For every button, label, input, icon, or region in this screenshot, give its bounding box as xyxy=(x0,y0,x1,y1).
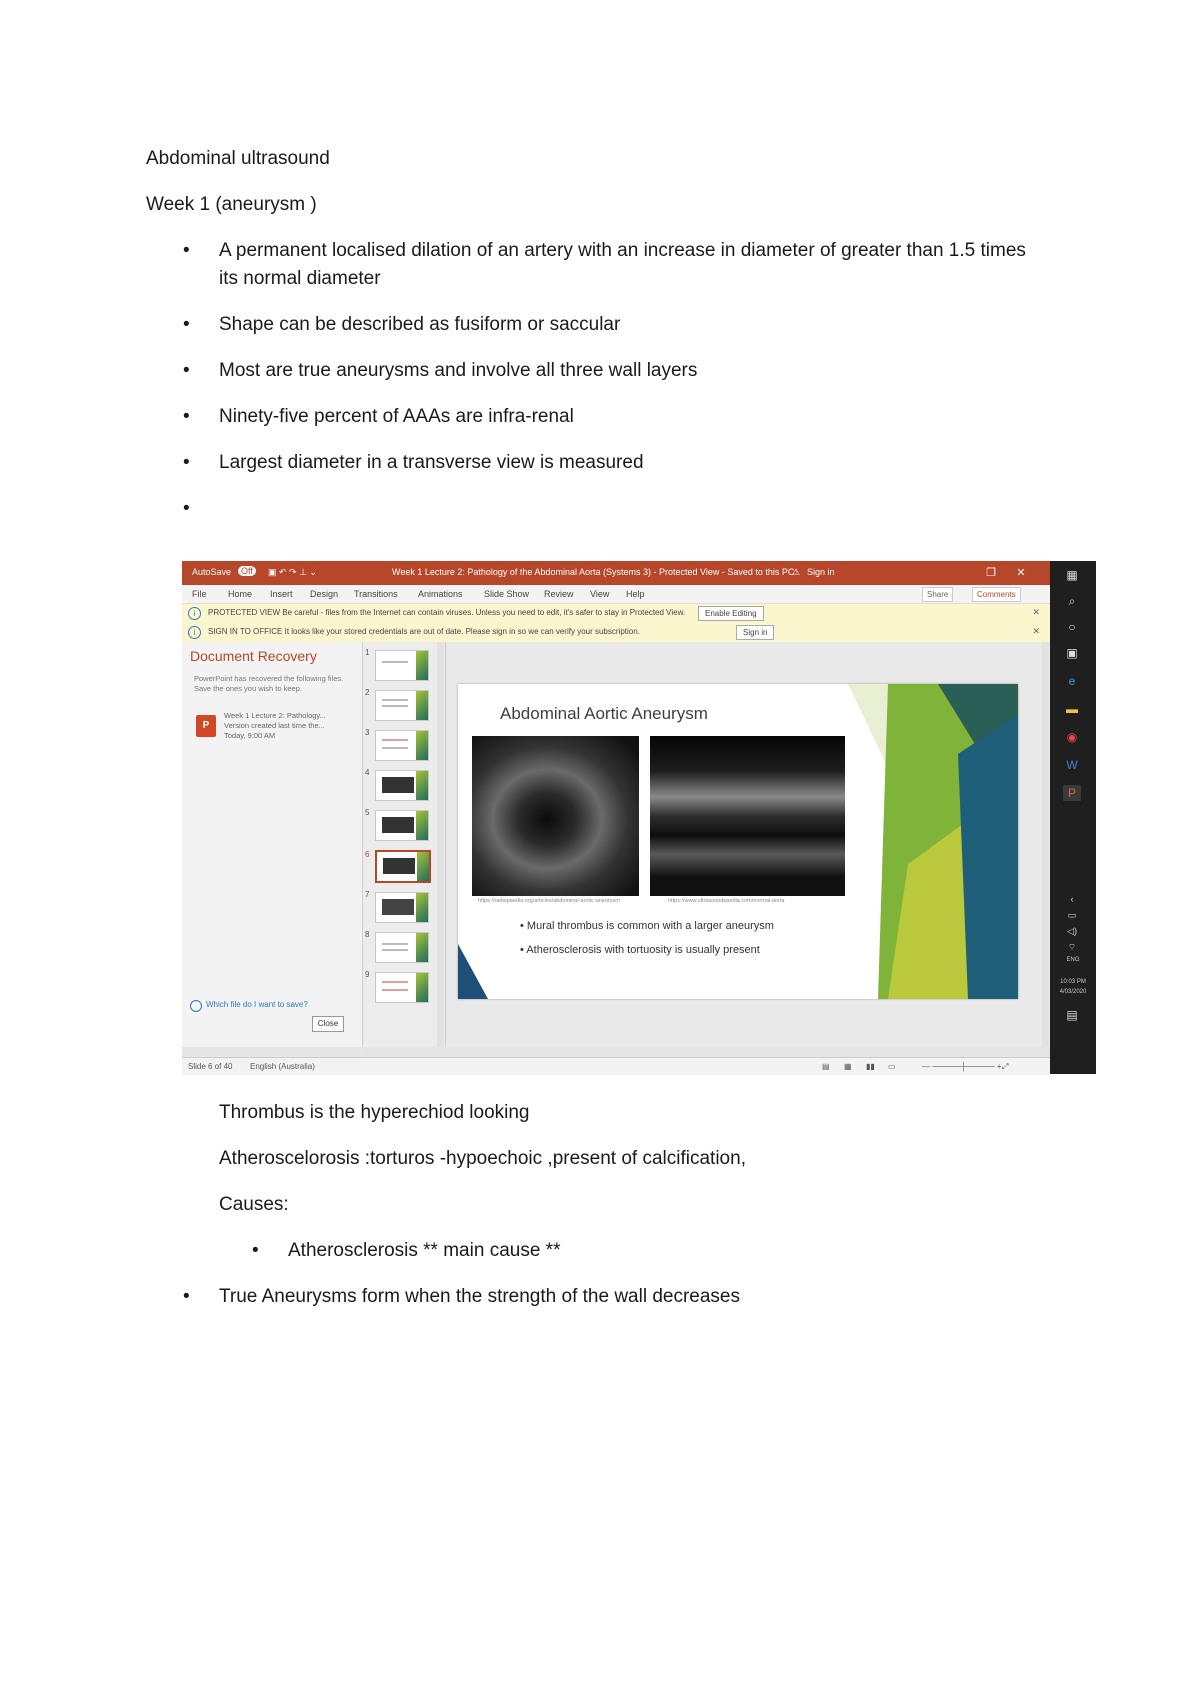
slide-thumbnail[interactable] xyxy=(375,810,429,841)
document-recovery-pane xyxy=(182,642,363,1047)
tab-help[interactable]: Help xyxy=(626,589,645,599)
sign-in-message: SIGN IN TO OFFICE It looks like your stored credentials are out of date. Please sign in so we can verify your subscription. xyxy=(208,627,640,636)
slide-thumbnail[interactable] xyxy=(375,932,429,963)
slide-decoration xyxy=(848,684,1018,999)
slide-thumbnail[interactable] xyxy=(375,770,429,801)
start-icon[interactable]: ▦ xyxy=(1066,568,1078,582)
thumbnail-number: 7 xyxy=(365,890,370,899)
status-bar xyxy=(182,1057,1050,1075)
bullet-icon: • xyxy=(183,314,190,335)
slide-bullet-text: Mural thrombus is common with a larger aneurysm xyxy=(526,920,774,932)
slide-thumbnail[interactable] xyxy=(375,690,429,721)
enable-editing-button[interactable]: Enable Editing xyxy=(698,606,764,621)
thumbnail-number: 9 xyxy=(365,970,370,979)
network-icon[interactable]: ⌔ xyxy=(1067,942,1077,952)
sign-in-link[interactable]: Sign in xyxy=(807,567,835,577)
recovery-title: Document Recovery xyxy=(190,648,317,664)
bullet-icon: • xyxy=(183,498,190,519)
slide-thumbnail[interactable] xyxy=(375,972,429,1003)
save-icon[interactable]: ▣ ↶ ↷ ⊥ ⌄ xyxy=(268,567,317,577)
image-caption: https://www.ultrasoundpaedia.com/normal-aorta xyxy=(668,898,785,904)
fit-slide-icon[interactable]: ⤢ xyxy=(1002,1062,1009,1071)
title-bar xyxy=(182,561,1050,585)
bullet-icon: • xyxy=(252,1240,259,1261)
input-language[interactable]: ENG xyxy=(1066,957,1080,963)
close-icon[interactable]: ✕ xyxy=(1032,607,1040,617)
week-heading: Week 1 (aneurysm ) xyxy=(146,194,317,215)
notifications-icon[interactable]: ▤ xyxy=(1066,1008,1078,1022)
thumbnail-number: 5 xyxy=(365,808,370,817)
bullet-text: A permanent localised dilation of an artery with an increase in diameter of greater than 1.5 times its normal diameter xyxy=(219,240,1026,289)
thumbnail-number: 1 xyxy=(365,648,370,657)
causes-heading: Causes: xyxy=(219,1194,289,1215)
thumbnail-number: 4 xyxy=(365,768,370,777)
thumbnail-number: 8 xyxy=(365,930,370,939)
windows-taskbar xyxy=(1050,561,1096,1074)
powerpoint-file-icon: P xyxy=(196,715,216,737)
protected-view-bar xyxy=(182,604,1050,624)
cortana-icon[interactable]: ○ xyxy=(1068,620,1076,634)
slide-thumbnail[interactable] xyxy=(375,650,429,681)
slide-bullet: • Atherosclerosis with tortuosity is usually present xyxy=(520,944,760,956)
file-explorer-icon[interactable]: ▬ xyxy=(1066,702,1078,716)
close-icon[interactable]: ✕ xyxy=(1032,626,1040,636)
bullet-text: Largest diameter in a transverse view is measured xyxy=(219,452,644,473)
comments-button[interactable]: Comments xyxy=(972,587,1021,602)
info-icon: i xyxy=(188,626,201,639)
slide-bullet-text: Atherosclerosis with tortuosity is usually present xyxy=(526,944,760,956)
battery-icon[interactable]: ▭ xyxy=(1067,910,1077,920)
powerpoint-icon[interactable]: P xyxy=(1063,785,1081,801)
chrome-icon[interactable]: ◉ xyxy=(1066,730,1078,744)
autosave-label: AutoSave xyxy=(192,567,232,577)
ultrasound-image xyxy=(650,736,845,896)
recovered-file[interactable]: Week 1 Lecture 2: Pathology... Version created last time the... Today, 9:00 AM xyxy=(224,711,326,740)
help-icon xyxy=(190,1000,202,1012)
bullet-text: Atherosclerosis ** main cause ** xyxy=(288,1240,561,1261)
reading-view-icon[interactable]: ▮▮ xyxy=(866,1062,875,1071)
slide-counter: Slide 6 of 40 xyxy=(188,1062,233,1071)
slide-sorter-icon[interactable]: ▦ xyxy=(844,1062,852,1071)
bullet-text: Shape can be described as fusiform or saccular xyxy=(219,314,621,335)
ribbon-tabs xyxy=(182,585,1050,604)
tab-insert[interactable]: Insert xyxy=(270,589,293,599)
slide-corner-shape xyxy=(458,914,488,999)
slide-thumbnail[interactable] xyxy=(375,892,429,923)
bullet-icon: • xyxy=(183,406,190,427)
sign-in-bar xyxy=(182,623,1050,643)
window-title: Week 1 Lecture 2: Pathology of the Abdominal Aorta (Systems 3) - Protected View - Saved to this PC xyxy=(392,567,795,577)
tab-view[interactable]: View xyxy=(590,589,610,599)
recovery-description: PowerPoint has recovered the following files. Save the ones you wish to keep. xyxy=(194,674,344,693)
edge-icon[interactable]: e xyxy=(1068,674,1076,688)
bullet-icon: • xyxy=(183,1286,190,1307)
tab-home[interactable]: Home xyxy=(228,589,253,599)
clock-time[interactable]: 10:03 PM xyxy=(1060,979,1086,985)
tab-transitions[interactable]: Transitions xyxy=(354,589,398,599)
bullet-icon: • xyxy=(183,360,190,381)
normal-view-icon[interactable]: ▤ xyxy=(822,1062,830,1071)
tab-review[interactable]: Review xyxy=(544,589,574,599)
close-recovery-button[interactable]: Close xyxy=(312,1016,344,1032)
zoom-slider[interactable]: — ─────┼───── + xyxy=(922,1062,1002,1071)
slide-canvas xyxy=(458,684,1018,999)
restore-icon[interactable]: ❐ xyxy=(986,567,996,579)
thumbnail-number: 2 xyxy=(365,688,370,697)
slide-thumbnail-selected[interactable] xyxy=(375,850,431,883)
embedded-screenshot xyxy=(182,561,1096,1074)
tab-slide-show[interactable]: Slide Show xyxy=(484,589,530,599)
slide-show-icon[interactable]: ▭ xyxy=(888,1062,896,1071)
search-icon[interactable]: ⌕ xyxy=(1068,594,1076,608)
tab-design[interactable]: Design xyxy=(310,589,339,599)
bullet-text: Most are true aneurysms and involve all three wall layers xyxy=(219,360,698,381)
bullet-text: True Aneurysms form when the strength of the wall decreases xyxy=(219,1286,740,1307)
word-icon[interactable]: W xyxy=(1066,758,1078,772)
warning-icon: ⚠ xyxy=(792,567,801,577)
thumbnail-number: 6 xyxy=(365,850,370,859)
autosave-toggle[interactable]: Off xyxy=(238,566,256,576)
slide-workarea xyxy=(446,642,1050,1047)
ultrasound-image xyxy=(472,736,639,896)
slide-bullet: • Mural thrombus is common with a larger aneurysm xyxy=(520,920,774,932)
bullet-icon: • xyxy=(183,240,190,261)
tab-file[interactable]: File xyxy=(192,589,207,599)
slide-thumbnail[interactable] xyxy=(375,730,429,761)
bullet-icon: • xyxy=(183,452,190,473)
slide-scrollbar[interactable] xyxy=(1042,642,1049,1047)
help-link[interactable]: Which file do I want to save? xyxy=(206,1000,308,1009)
language-indicator[interactable]: English (Australia) xyxy=(250,1062,315,1071)
bullet-text: Ninety-five percent of AAAs are infra-renal xyxy=(219,406,574,427)
protected-view-message: PROTECTED VIEW Be careful - files from the Internet can contain viruses. Unless you need to edit, it's safer to stay in Protected View. xyxy=(208,608,686,617)
clock-date[interactable]: 4/03/2020 xyxy=(1059,989,1087,995)
task-view-icon[interactable]: ▣ xyxy=(1066,646,1078,660)
image-caption: https://radiopaedia.org/articles/abdominal-aortic-aneurysm xyxy=(478,898,620,904)
info-icon: i xyxy=(188,607,201,620)
sign-in-button[interactable]: Sign in xyxy=(736,625,774,640)
slide-thumbnails xyxy=(363,642,446,1047)
horizontal-scrollbar[interactable] xyxy=(363,1047,1050,1057)
tab-animations[interactable]: Animations xyxy=(418,589,463,599)
chevron-up-icon[interactable]: ‹ xyxy=(1070,894,1074,904)
slide-title: Abdominal Aortic Aneurysm xyxy=(500,704,708,723)
share-button[interactable]: Share xyxy=(922,587,953,602)
note-thrombus: Thrombus is the hyperechiod looking xyxy=(219,1102,530,1123)
volume-icon[interactable]: ◁) xyxy=(1067,926,1077,936)
document-title: Abdominal ultrasound xyxy=(146,148,330,169)
close-icon[interactable]: ✕ xyxy=(1016,567,1026,579)
note-atherosclerosis: Atheroscelorosis :torturos -hypoechoic ,present of calcification, xyxy=(219,1148,746,1169)
thumbnail-scrollbar[interactable] xyxy=(437,642,444,1047)
thumbnail-number: 3 xyxy=(365,728,370,737)
